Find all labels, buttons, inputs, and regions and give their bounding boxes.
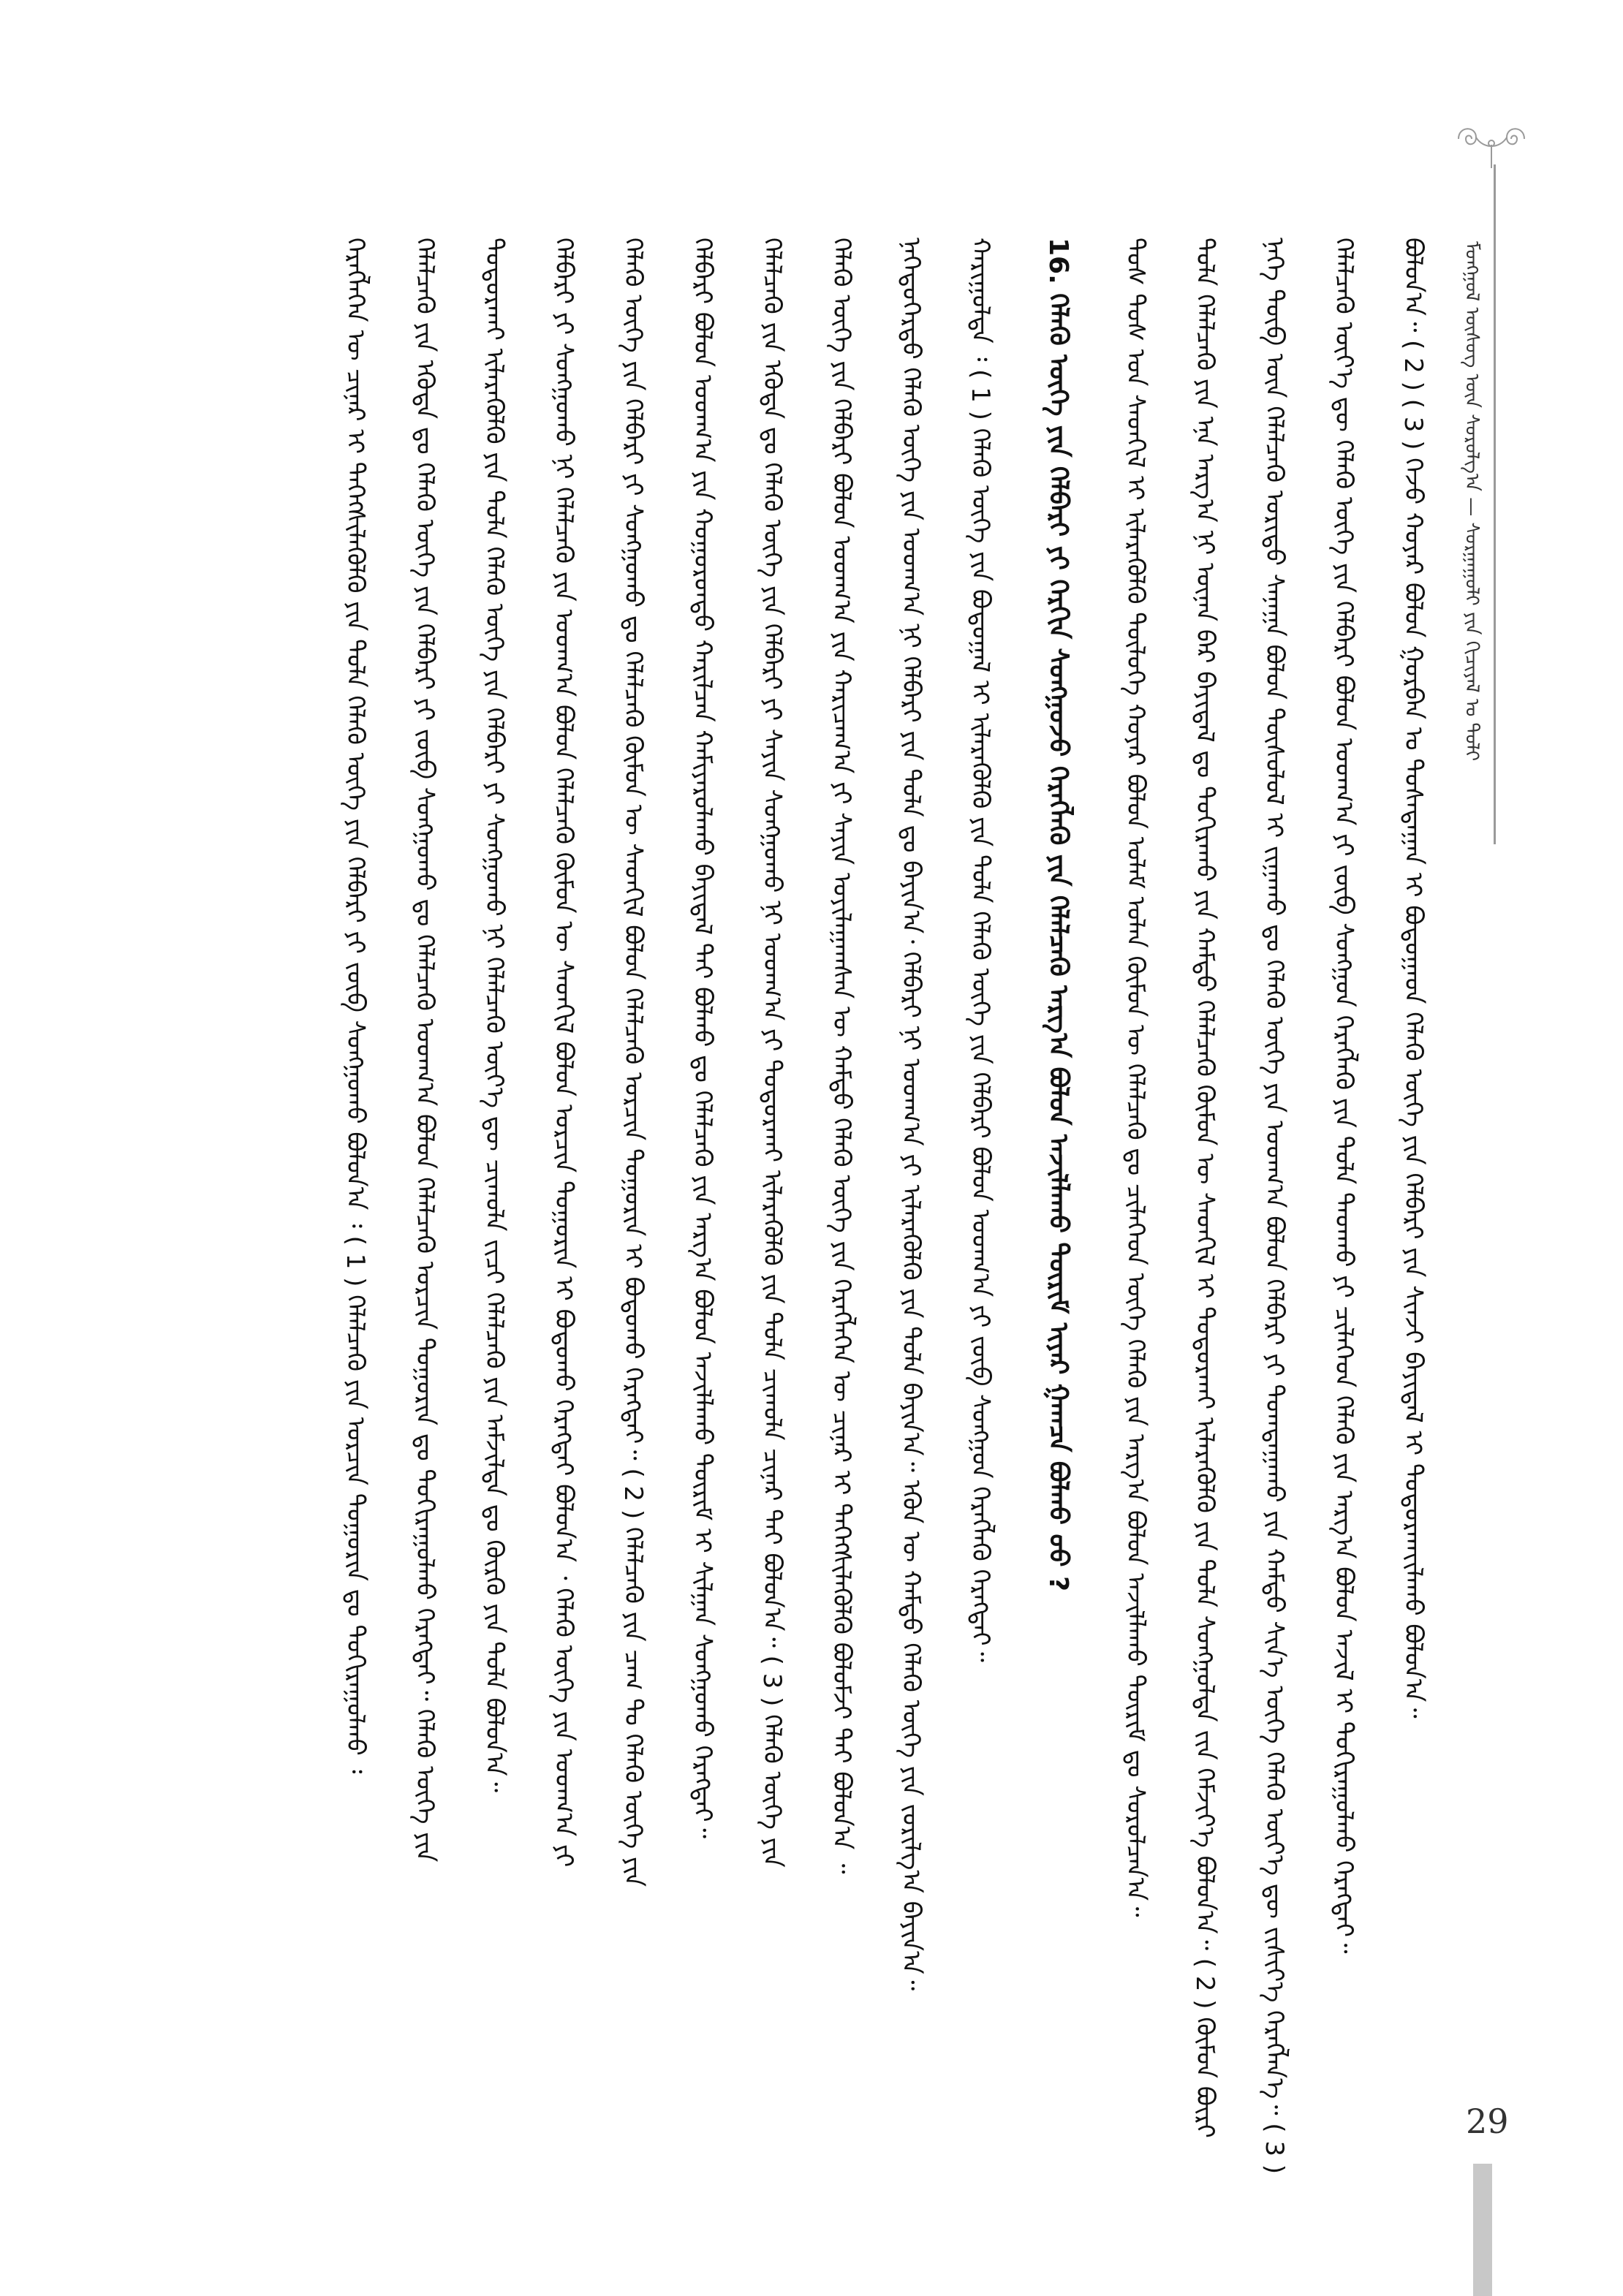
running-header: ᠮᠣᠩᠭᠣᠯ ᠦᠰᠦᠭ ᠦᠨ ᠰᠤᠷᠤᠯᠭ᠎ᠠ — ᠰᠤᠷᠭᠠᠭᠤᠯᠢ ᠶᠢᠨ ᠬᠢᠴᠢᠶᠡᠯ ᠤ ᠲᠣᠯᠢ bbox=[1461, 241, 1483, 762]
text-column: ᠨᠡᠭᠡ ᠲᠦᠪ ᠦᠨ ᠬᠡᠯᠡᠯᠴᠡᠬᠦ ᠤᠷᠢᠳᠤ ᠰᠠᠨᠠᠭᠠ ᠪᠣᠯᠣᠨ ᠲᠥᠰᠦᠯᠦᠯ ᠢ ᠵᠢᠭᠠᠬᠤ ᠳᠤ ᠬᠡᠯᠡᠬᠦ ᠦᠭᠡ ᠶᠢᠨ ᠤᠳᠬ᠎ᠠ ᠪᠣᠯᠤᠨ ᠬᠡᠯᠪᠡᠷᠢ ᠶᠢ ᠲᠣᠭᠲᠠᠭᠠᠬᠤ ᠶᠢᠨ ᠬᠠᠮᠲᠤ ᠰᠢᠨ᠎ᠡ ᠦᠭᠡ ᠬᠡᠯᠡᠬᠦ ᠦᠶ᠎ᠡ ᠳᠦ ᠵᠢᠱᠢᠶ᠎ᠡ ᠬᠡᠷᠡᠭᠯᠡᠨ᠎ᠡ᠃ ( 3 ) bbox=[1260, 238, 1289, 2175]
text-column: ᠨᠡᠭᠡᠳᠦᠭᠡᠷᠲᠦ ᠬᠡᠯᠡᠬᠦ ᠦᠭᠡ ᠶᠢᠨ ᠤᠳᠬ᠎ᠠ ᠨᠢ ᠬᠡᠯᠪᠡᠷᠢ ᠶᠢᠨ ᠲᠤᠯᠠ ᠳᠤ ᠪᠠᠶᠢᠨ᠎ᠠ᠂ ᠬᠡᠯᠪᠡᠷᠢ ᠨᠢ ᠤᠳᠬ᠎ᠠ ᠶᠢ ᠢᠯᠡᠷᠡᠭᠦᠯᠬᠦ ᠶᠢᠨ ᠲᠤᠯᠠ ᠪᠠᠶᠢᠨ᠎ᠠ᠃ ᠡᠭᠦᠨ ᠦ ᠬᠠᠮᠲᠤ ᠬᠡᠯᠡᠬᠦ ᠦᠭᠡ ᠶᠢᠨ ᠵᠣᠷᠢᠯᠭ᠎ᠠ ᠪᠠᠶᠢᠨ᠎ᠠ᠃ bbox=[896, 238, 926, 1991]
text-column: ᠬᠡᠯᠡᠬᠦ ᠦᠭᠡ ᠶᠢᠨ ᠬᠡᠯᠪᠡᠷᠢ ᠪᠣᠯᠣᠨ ᠤᠳᠬ᠎ᠠ ᠶᠢᠨ ᠬᠠᠷᠢᠴᠠᠭ᠎ᠠ ᠶᠢ ᠰᠠᠶᠢᠨ ᠣᠶᠢᠯᠠᠭᠠᠭᠰᠠᠨ ᠦ ᠬᠠᠮᠲᠤ ᠬᠡᠯᠡᠬᠦ ᠦᠭᠡ ᠶᠢᠨ ᠬᠡᠷᠡᠭᠯᠡᠭᠡᠨ ᠦ ᠴᠢᠨᠠᠷ ᠢ ᠳᠡᠭᠡᠭᠰᠢᠯᠡᠭᠦᠯᠬᠦ ᠪᠣᠯᠣᠮᠵᠢ ᠲᠠᠢ ᠪᠣᠯᠤᠨ᠎ᠠ ᠃ bbox=[827, 238, 856, 1874]
text-column: ᠬᠡᠯᠡᠯᠴᠡᠬᠦ ᠶᠢᠨ ᠡᠭᠦᠳᠡ ᠳᠤ ᠬᠡᠯᠡᠬᠦ ᠦᠭᠡ ᠶᠢᠨ ᠬᠡᠯᠪᠡᠷᠢ ᠶᠢ ᠵᠥᠪ ᠰᠣᠩᠭᠣᠬᠤ ᠳᠤ ᠬᠡᠯᠡᠯᠴᠡᠬᠦ ᠤᠳᠬ᠎ᠠ ᠪᠣᠯᠣᠨ ᠬᠡᠯᠡᠯᠴᠡᠬᠦ ᠣᠷᠴᠢᠨ ᠲᠣᠭᠣᠷᠢᠨ ᠳᠤ ᠲᠣᠬᠢᠷᠠᠭᠤᠯᠬᠤ ᠬᠡᠷᠡᠭᠲᠡᠢ᠃ ᠬᠡᠯᠡᠬᠦ ᠦᠭᠡ ᠶᠢᠨ bbox=[410, 238, 439, 1863]
text-column: ᠬᠡᠯᠡᠯᠴᠡᠬᠦ ᠦᠶ᠎ᠡ ᠳᠦ ᠬᠡᠯᠡᠬᠦ ᠦᠭᠡ ᠶᠢᠨ ᠬᠡᠯᠪᠡᠷᠢ ᠪᠣᠯᠣᠨ ᠤᠳᠬ᠎ᠠ ᠶᠢ ᠵᠥᠪ ᠰᠣᠩᠭᠣᠨ ᠬᠡᠷᠡᠭᠯᠡᠬᠦ ᠶᠢᠨ ᠲᠤᠯᠠ ᠳᠠᠳᠬᠤ ᠶᠢ ᠴᠢᠯᠡᠭᠡᠳ ᠬᠡᠯᠡᠬᠦ ᠶᠢᠨ ᠠᠷᠭ᠎ᠠ ᠪᠣᠯᠤᠨ ᠠᠵᠢᠯ ᠢ ᠲᠣᠬᠢᠷᠠᠭᠤᠯᠬᠤ ᠬᠡᠷᠡᠭᠲᠡᠢ᠃ bbox=[1329, 238, 1358, 1954]
text-column: ᠬᠠᠷᠢᠭᠤᠯᠲᠠ ᠄ ( 1 ) ᠬᠡᠯᠡᠬᠦ ᠦᠭᠡ ᠶᠢᠨ ᠪᠣᠳᠤᠭᠠᠯ ᠢ ᠢᠯᠡᠷᠡᠭᠦᠯᠬᠦ ᠶᠢᠨ ᠲᠤᠯᠠ ᠬᠡᠯᠡᠬᠦ ᠦᠭᠡ ᠶᠢᠨ ᠬᠡᠯᠪᠡᠷᠢ ᠪᠣᠯᠣᠨ ᠤᠳᠬ᠎ᠠ ᠶᠢ ᠵᠥᠪ ᠰᠣᠩᠭᠣᠨ ᠬᠡᠷᠡᠭᠯᠡᠬᠦ ᠬᠡᠷᠡᠭᠲᠡᠢ᠃ bbox=[966, 238, 995, 1662]
page-number: 29 bbox=[1466, 2102, 1509, 2141]
decorative-flourish-icon bbox=[1451, 117, 1532, 168]
text-column: ᠲᠤᠰ ᠲᠤᠰ ᠤᠨ ᠰᠡᠳᠬᠢᠯ ᠢ ᠢᠯᠡᠷᠡᠭᠦᠯᠬᠦ ᠲᠥᠯᠦᠭᠡ ᠬᠣᠶᠠᠷ ᠪᠣᠯᠣᠨ ᠤᠯᠠᠮ ᠣᠯᠠᠨ ᠬᠦᠮᠦᠨ ᠦ ᠬᠡᠯᠡᠯᠴᠡᠬᠦ ᠳᠤ ᠴᠢᠯᠡᠭᠡᠳ ᠦᠭᠡ ᠬᠡᠯᠡᠬᠦ ᠶᠢᠨ ᠠᠷᠭ᠎ᠠ ᠪᠣᠯᠤᠨ ᠠᠵᠢᠯᠯᠠᠬᠤ ᠳᠦᠷᠢᠮ ᠳᠤ ᠰᠤᠷᠤᠯᠴᠠᠨ᠎ᠠ᠃ bbox=[1121, 238, 1150, 1917]
question-heading: 16. ᠬᠡᠯᠡᠬᠦ ᠦᠭᠡ ᠶᠢᠨ ᠬᠡᠯᠪᠡᠷᠢ ᠶᠢ ᠬᠡᠷᠬᠢᠨ ᠰᠣᠩᠭᠣᠵᠤ ᠬᠡᠷᠡᠭᠯᠡᠬᠦ ᠶᠢᠨ ᠬᠡᠯᠡᠯᠴᠡᠬᠦ ᠠᠷᠭ᠎ᠠ ᠪᠣᠯᠣᠨ ᠠᠵᠢᠯᠯᠠᠬᠤ ᠳᠦᠷᠢᠮ ᠢᠶᠠᠷ ᠭᠠᠭᠴᠠ ᠪᠣᠯᠬᠤ ᠤᠤ ? bbox=[1043, 238, 1073, 1592]
text-column: ᠬᠡᠯᠡᠬᠦ ᠦᠭᠡ ᠶᠢᠨ ᠬᠡᠯᠪᠡᠷᠢ ᠶᠢ ᠰᠣᠩᠭᠣᠬᠤ ᠳᠤ ᠬᠡᠯᠡᠯᠴᠡᠬᠦ ᠬᠦᠮᠦᠨ ᠦ ᠰᠡᠳᠬᠢᠯ ᠪᠣᠯᠣᠨ ᠬᠡᠯᠡᠯᠴᠡᠬᠦ ᠣᠷᠴᠢᠨ ᠲᠣᠭᠣᠷᠢᠨ ᠢ ᠪᠣᠳᠣᠬᠤ ᠬᠡᠷᠡᠭᠲᠡᠢ᠃ ( 2 ) ᠬᠡᠯᠡᠯᠴᠡᠬᠦ ᠶᠢᠨ ᠴᠠᠭ ᠲᠤ ᠬᠡᠯᠡᠬᠦ ᠦᠭᠡ ᠶᠢᠨ bbox=[618, 238, 648, 1887]
header-rule bbox=[1494, 164, 1496, 844]
text-column: ᠬᠡᠯᠪᠡᠷᠢ ᠪᠣᠯᠣᠨ ᠤᠳᠬ᠎ᠠ ᠶᠢᠨ ᠬᠣᠭᠣᠷᠣᠨᠳᠣ ᠬᠠᠷᠢᠯᠴᠠᠨ ᠬᠠᠮᠢᠶᠠᠷᠤᠯᠠᠬᠤ ᠪᠠᠶᠢᠳᠠᠯ ᠲᠠᠢ ᠪᠣᠯᠬᠤ ᠳᠤ ᠬᠡᠯᠡᠯᠴᠡᠬᠦ ᠶᠢᠨ ᠠᠷᠭ᠎ᠠ ᠪᠣᠯᠣᠨ ᠠᠵᠢᠯᠯᠠᠬᠤ ᠳᠦᠷᠢᠮ ᠢ ᠰᠢᠯᠭᠠᠨ ᠰᠣᠩᠭᠣᠬᠤ ᠬᠡᠷᠡᠭᠲᠡᠢ᠃ bbox=[688, 238, 717, 1838]
text-column: ᠬᠡᠯᠪᠡᠷᠢ ᠶᠢ ᠰᠣᠩᠭᠣᠬᠤ ᠨᠢ ᠬᠡᠯᠡᠯᠴᠡᠬᠦ ᠶᠢᠨ ᠤᠳᠬ᠎ᠠ ᠪᠣᠯᠣᠨ ᠬᠡᠯᠡᠯᠴᠡᠬᠦ ᠬᠦᠮᠦᠨ ᠦ ᠰᠡᠳᠬᠢᠯ ᠪᠣᠯᠣᠨ ᠣᠷᠴᠢᠨ ᠲᠣᠭᠣᠷᠢᠨ ᠢ ᠪᠣᠳᠣᠬᠤ ᠬᠡᠷᠡᠭᠲᠡᠢ ᠪᠣᠯᠤᠨ᠎ᠠ ᠂ ᠬᠡᠯᠡᠬᠦ ᠦᠭᠡ ᠶᠢᠨ ᠤᠳᠬ᠎ᠠ ᠶᠢ bbox=[549, 238, 578, 1868]
page-edge-tab bbox=[1473, 2164, 1492, 2296]
text-column: ᠪᠣᠯᠤᠨ᠎ᠠ᠃ ( 2 ) ( 3 ) ᠭᠡᠵᠦ ᠬᠣᠶᠠᠷ ᠪᠣᠯᠣᠨ ᠭᠤᠷᠪᠠᠨ ᠤ ᠲᠤᠰᠠᠳᠠᠭᠠᠨ ᠢ ᠪᠣᠳᠤᠭᠠᠳ ᠬᠡᠯᠡᠬᠦ ᠦᠭᠡ ᠶᠢᠨ ᠬᠡᠯᠪᠡᠷᠢ ᠶᠢᠨ ᠰᠢᠨᠵᠢ ᠪᠠᠶᠢᠳᠠᠯ ᠢ ᠲᠣᠳᠣᠷᠬᠠᠶ᠋ᠢᠯᠠᠬᠤ ᠪᠣᠯᠤᠨ᠎ᠠ᠃ bbox=[1399, 238, 1428, 1719]
text-column: ᠲᠤᠯᠠ ᠬᠡᠯᠡᠯᠴᠡᠬᠦ ᠶᠢᠨ ᠡᠨᠡ ᠠᠷᠭ᠎ᠠ ᠨᠢ ᠦᠨᠡᠨ ᠪᠡᠷ ᠪᠠᠶᠢᠳᠠᠯ ᠳᠤ ᠲᠣᠬᠢᠷᠠᠬᠤ ᠶᠢᠨ ᠬᠠᠮᠲᠤ ᠬᠡᠯᠡᠯᠴᠡᠬᠦ ᠬᠦᠮᠦᠨ ᠦ ᠰᠡᠳᠬᠢᠯ ᠢ ᠲᠣᠳᠣᠷᠬᠠᠢ ᠢᠯᠡᠷᠡᠭᠦᠯᠬᠦ ᠶᠢᠨ ᠲᠤᠯᠠ ᠰᠣᠩᠭᠣᠯᠲᠠ ᠵᠢᠨ ᠬᠡᠮᠵᠢᠶ᠎ᠡ ᠪᠣᠯᠤᠨ᠎ᠠ᠃ ( 2 ) ᠬᠦᠮᠦᠨ ᠪᠦᠷᠢ bbox=[1190, 238, 1219, 2138]
text-column: ᠬᠡᠯᠡᠯᠴᠡᠬᠦ ᠶᠢᠨ ᠡᠭᠦᠳᠡ ᠳᠤ ᠬᠡᠯᠡᠬᠦ ᠦᠭᠡ ᠶᠢᠨ ᠬᠡᠯᠪᠡᠷᠢ ᠶᠢ ᠰᠠᠶᠢᠨ ᠰᠣᠩᠭᠣᠬᠤ ᠨᠢ ᠤᠳᠬ᠎ᠠ ᠶᠢ ᠲᠣᠳᠣᠷᠬᠠᠢ ᠢᠯᠡᠷᠡᠭᠦᠯᠬᠦ ᠶᠢᠨ ᠲᠤᠯᠠ ᠴᠢᠬᠤᠯᠠ ᠴᠢᠨᠠᠷ ᠲᠠᠢ ᠪᠣᠯᠤᠨ᠎ᠠ᠃ ( 3 ) ᠬᠡᠯᠡᠬᠦ ᠦᠭᠡ ᠶᠢᠨ bbox=[757, 238, 787, 1868]
text-column: ᠬᠡᠷᠡᠭᠯᠡᠭᠡᠨ ᠦ ᠴᠢᠨᠠᠷ ᠢ ᠳᠡᠭᠡᠭᠰᠢᠯᠡᠭᠦᠯᠬᠦ ᠶᠢᠨ ᠲᠤᠯᠠ ᠬᠡᠯᠡᠬᠦ ᠦᠭᠡ ᠶᠢᠨ ᠬᠡᠯᠪᠡᠷᠢ ᠶᠢ ᠵᠥᠪ ᠰᠣᠩᠭᠣᠬᠤ ᠪᠣᠯᠤᠨ᠎ᠠ ᠄ ( 1 ) ᠬᠡᠯᠡᠯᠴᠡᠬᠦ ᠶᠢᠨ ᠣᠷᠴᠢᠨ ᠲᠣᠭᠣᠷᠢᠨ ᠳᠤ ᠲᠣᠬᠢᠷᠠᠭᠤᠯᠬᠤ ᠄ bbox=[341, 238, 370, 1774]
vertical-text-block bbox=[186, 238, 1429, 2175]
text-column: ᠲᠣᠳᠣᠷᠬᠠᠢ ᠢᠯᠡᠷᠡᠭᠦᠯᠬᠦ ᠶᠢᠨ ᠲᠤᠯᠠ ᠬᠡᠯᠡᠬᠦ ᠦᠭᠡ ᠶᠢᠨ ᠬᠡᠯᠪᠡᠷᠢ ᠶᠢ ᠰᠣᠩᠭᠣᠬᠤ ᠨᠢ ᠬᠡᠯᠡᠯᠴᠡᠬᠦ ᠦᠶ᠎ᠡ ᠳᠦ ᠴᠢᠬᠤᠯᠠ ᠵᠢᠴᠢ ᠬᠡᠯᠡᠯᠴᠡᠬᠦ ᠶᠢᠨ ᠠᠮᠵᠢᠯᠲᠠ ᠳᠤ ᠬᠦᠷᠬᠦ ᠶᠢᠨ ᠲᠤᠯᠠ ᠪᠣᠯᠤᠨ᠎ᠠ᠃ bbox=[480, 238, 509, 1792]
